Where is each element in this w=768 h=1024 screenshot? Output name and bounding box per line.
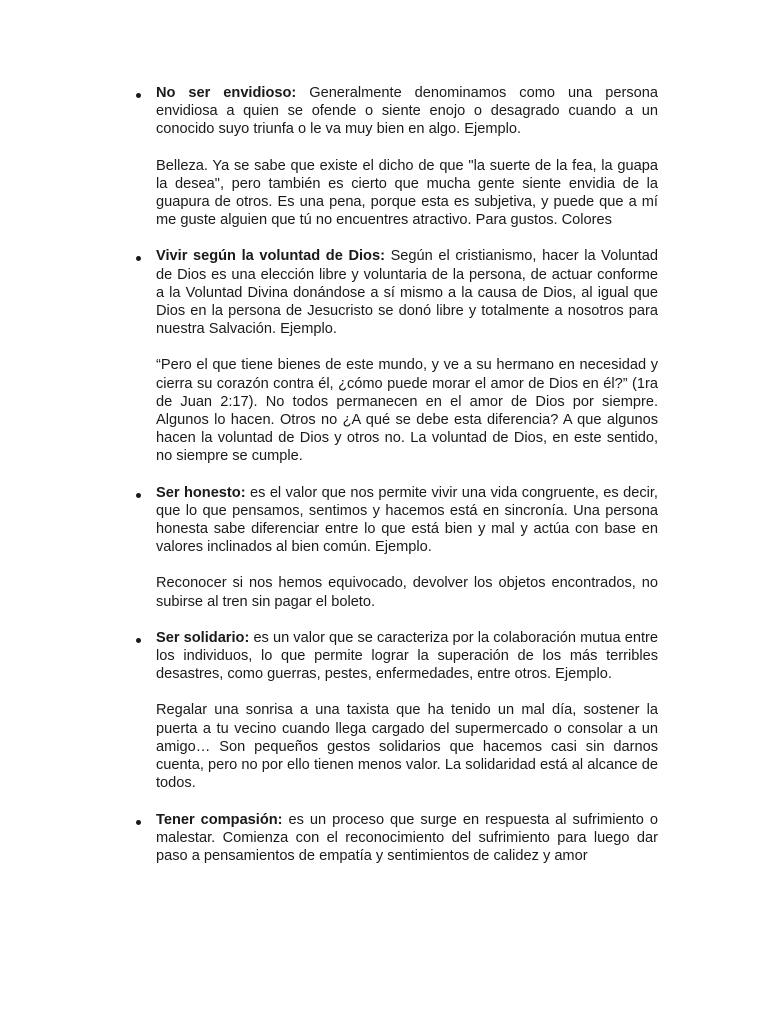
- item-definition: es un valor que se caracteriza por la colaboración mutua entre los individuos, lo que permite lograr la superación de los más terribles desastres, como guerras, pestes, enfermedades, entre otros. Ejemplo.: [156, 629, 658, 683]
- item-example: “Pero el que tiene bienes de este mundo, y ve a su hermano en necesidad y cierra su corazón contra él, ¿cómo puede morar el amor de Dios en él?” (1ra de Juan 2:17). No todos permanecen en el amor de Dios por siempre. Algunos lo hacen. Otros no ¿A qué se debe esta diferencia? A que algunos hacen la voluntad de Dios y otros no. La voluntad de Dios, en este sentido, no siempre se cumple.: [156, 357, 658, 465]
- item-definition: es un proceso que surge en respuesta al sufrimiento o malestar. Comienza con el reconocimiento del sufrimiento para luego dar paso a pensamientos de empatía y sentimientos de calidez y amor: [156, 811, 659, 864]
- list-item-voluntad-de-dios: [156, 247, 658, 465]
- list-item-compasion: [156, 811, 658, 866]
- item-paragraph: [156, 247, 658, 338]
- item-term: No ser envidioso:: [156, 85, 297, 101]
- item-definition: Según el cristianismo, hacer la Voluntad de Dios es una elección libre y voluntaria de la persona, de actuar conforme a la Voluntad Divina donándose a sí mismo a la causa de Dios, al igual que Dios en la persona de Jesucristo se donó libre y totalmente a nosotros para nuestra Salvación. Ejemplo.: [156, 248, 658, 338]
- item-definition: es el valor que nos permite vivir una vida congruente, es decir, que lo que pensamos, sentimos y hacemos está en sincronía. Una persona honesta sabe diferenciar entre lo que está bien y mal y actúa con base en valores inclinados al bien común. Ejemplo.: [156, 484, 658, 556]
- list-item-solidario: [156, 629, 658, 793]
- item-example: Reconocer si nos hemos equivocado, devolver los objetos encontrados, no subirse al tren sin pagar el boleto.: [156, 575, 658, 610]
- bullet-icon: [136, 93, 141, 98]
- item-paragraph: [156, 629, 658, 684]
- item-example: Belleza. Ya se sabe que existe el dicho de que "la suerte de la fea, la guapa la desea", pero también es cierto que mucha gente siente envidia de la guapura de otros. Es una pena, porque esta es subjetiva, y puede que a mí me guste alguien que tú no encuentres atractivo. Para gustos. Colores: [156, 157, 658, 229]
- bullet-icon: [136, 256, 141, 261]
- item-term: Ser solidario:: [156, 629, 250, 646]
- item-paragraph: [156, 484, 658, 557]
- list-item-honesto: [156, 484, 658, 611]
- item-term: Ser honesto:: [156, 484, 246, 501]
- item-paragraph: [156, 811, 658, 866]
- item-term: Vivir según la voluntad de Dios:: [156, 248, 385, 265]
- list-item-envidioso: [156, 84, 658, 229]
- item-paragraph: [156, 84, 658, 139]
- bullet-icon: [136, 638, 141, 643]
- item-definition: Generalmente denominamos como una persona envidiosa a quien se ofende o siente enojo o desagrado cuando a un conocido suyo triunfa o le va muy bien en algo. Ejemplo.: [156, 85, 658, 138]
- item-example: Regalar una sonrisa a una taxista que ha tenido un mal día, sostener la puerta a tu vecino cuando llega cargado del supermercado o consolar a un amigo… Son pequeños gestos solidarios que hacemos casi sin darnos cuenta, pero no por ello tienen menos valor. La solidaridad está al alcance de todos.: [156, 702, 658, 792]
- bullet-icon: [136, 493, 141, 498]
- bullet-icon: [136, 820, 141, 825]
- item-term: Tener compasión:: [156, 811, 283, 828]
